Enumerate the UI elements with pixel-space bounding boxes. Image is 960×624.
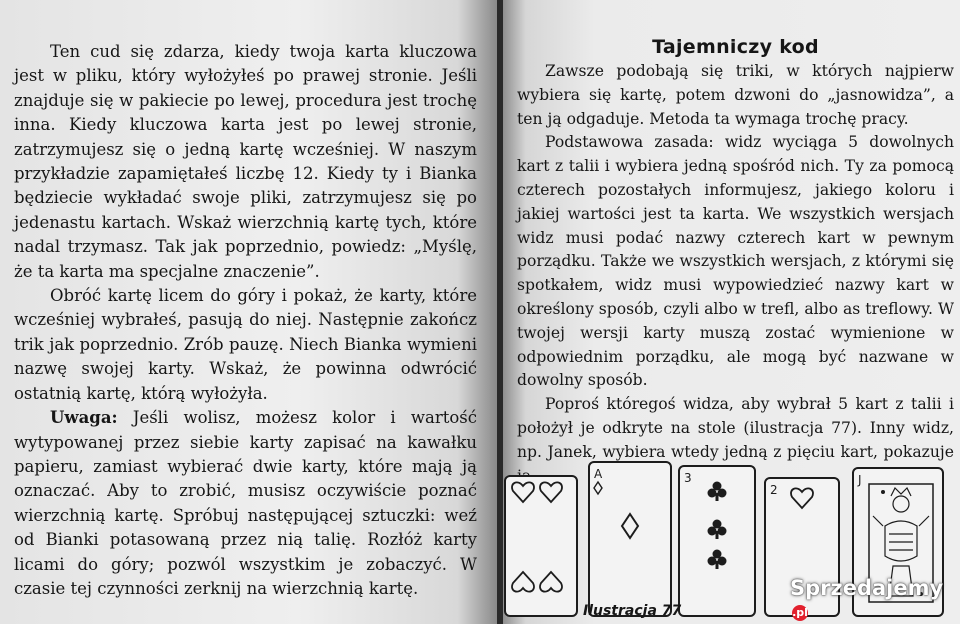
card-hearts-1 (505, 476, 577, 616)
right-paragraph-1: Zawsze podobają się triki, w których najpierw wybiera się kartę, potem dzwoni do „jasnowidza”, a ten ją odgaduje. Metoda ta wymaga trochę pracy. (517, 62, 954, 128)
illustration-caption: Ilustracja 77 (583, 603, 682, 619)
note-text: Jeśli wolisz, możesz kolor i wartość wytypowanej przez siebie karty zapisać na kawałku papieru, zamiast wybierać dwie karty, które mają ją oznaczać. Aby to zrobić, musisz oczywiście poznać wierzchnią kartę. Spróbuj następującej sztuczki: weź od Bianki potasowaną przez nią talię. Rozłóż karty licami do góry; pozwól wszystkim je zobaczyć. W czasie tej czynności zerknij na wierzchnią kartę. (14, 408, 477, 598)
left-paragraph-2: Obróć kartę licem do góry i pokaż, że karty, które wcześniej wybrałeś, pasują do niej. Następnie zakończ trik jak poprzednio. Zrób pauzę. Niech Bianka wymieni nazwę swojej karty. Wskaż, że powinna odwrócić ostatnią kartę, którą wyłożyła. (14, 286, 477, 403)
watermark-logo: Sprzedajemy.pl (790, 576, 944, 619)
note-label: Uwaga: (50, 408, 118, 428)
card-three-clubs (679, 466, 755, 616)
left-note-paragraph (14, 406, 477, 601)
card-ace-diamonds (589, 462, 671, 616)
right-paragraph-3: Poproś któregoś widza, aby wybrał 5 kart z talii i położył je odkryte na stole (ilustracja 77). Inny widz, np. Janek, wybiera wtedy jedną z pięciu kart, pokazuje (517, 395, 954, 461)
card-rank-label: J (858, 473, 862, 487)
card-rank-label: 3 (684, 471, 692, 485)
card-rank-label: A (594, 467, 603, 481)
section-title: Tajemniczy kod (652, 36, 819, 58)
card-rank-label: 2 (770, 483, 778, 497)
left-paragraph-1: Ten cud się zdarza, kiedy twoja karta kluczowa jest w pliku, który wyłożyłeś po prawej stronie. Jeśli znajduje się w pakiecie po lewej, procedura jest trochę inna. Kiedy kluczowa karta jest po lewej stronie, zatrzymujesz się o jedną kartę wcześniej. W naszym przykładzie zapamiętałeś liczbę 12. Kiedy ty i Bianka będziecie wykładać swoje pliki, zatrzymujesz się po jedenastu kartach. Wskaż wierzchnią kartę tych, które nadal trzymasz. Tak jak poprzednio, powiedz: „Myślę, że ta karta ma specjalne znaczenie”. (14, 42, 477, 281)
watermark-badge: .pl (792, 606, 808, 619)
right-paragraph-2: Podstawowa zasada: widz wyciąga 5 dowolnych kart z talii i wybiera jedną spośród nich. Ty za pomocą czterech pozostałych informujesz, jakiego koloru i jakiej wartości jest ta karta. We wszystkich wersjach widz musi podać nazwy czterech kart w pewnym porządku. Także we wszystkich wersjach, z którymi się spotkałem, widz musi wypowiedzieć nazwy kart w określony sposób, czyli albo w trefl, albo as treflowy. W twojej wersji karty muszą zostać wymienione w odpowiednim porządku, ale mogą być nazwane w dowolny sposób. (517, 133, 954, 390)
